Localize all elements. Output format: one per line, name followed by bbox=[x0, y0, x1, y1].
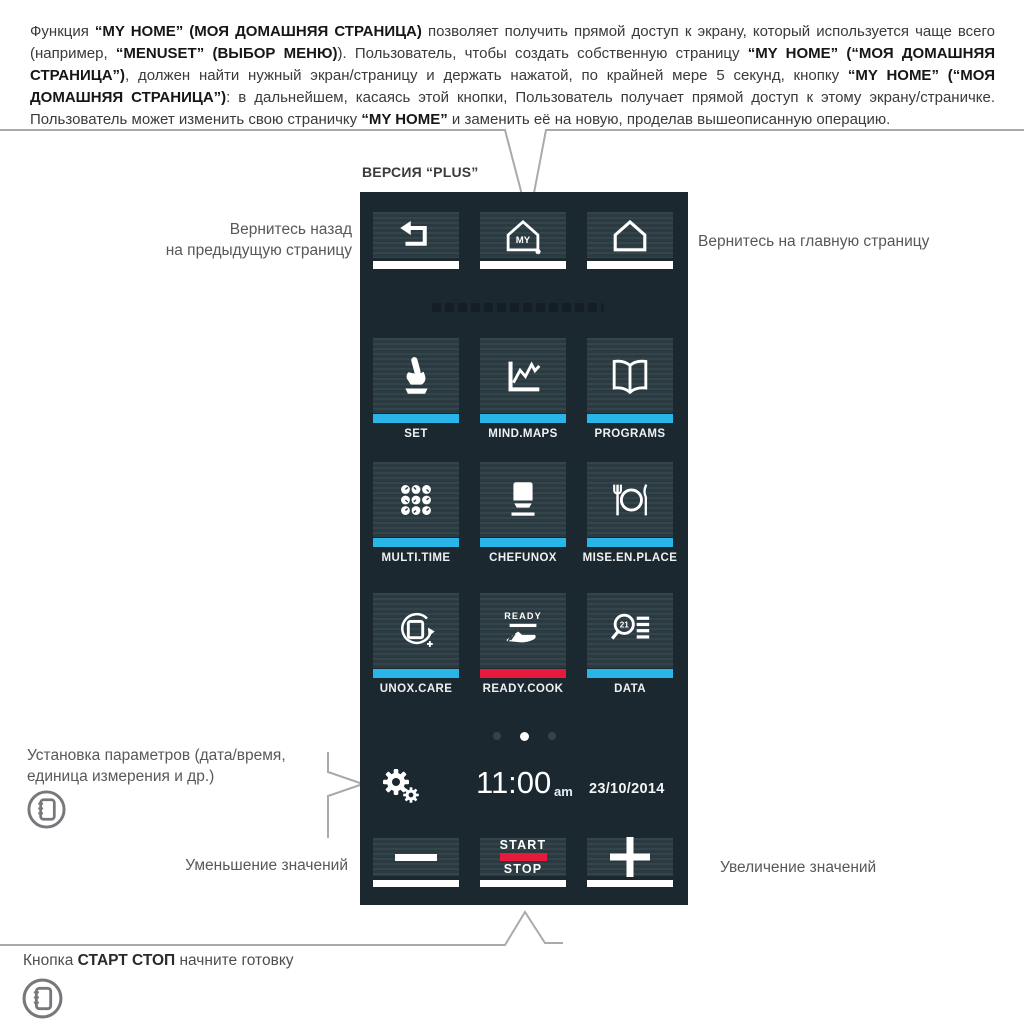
tile-multi-time[interactable] bbox=[373, 462, 459, 537]
minus-icon bbox=[395, 854, 437, 861]
tile-set-accent bbox=[373, 414, 459, 423]
pager-dot-3[interactable] bbox=[548, 732, 556, 740]
tile-mind-maps-accent bbox=[480, 414, 566, 423]
pager-dot-2-active[interactable] bbox=[520, 732, 529, 741]
data-icon bbox=[607, 608, 653, 654]
startstop-caption: Кнопка СТАРТ СТОП начните готовку bbox=[23, 952, 294, 969]
data-icon-text: 21 bbox=[619, 620, 629, 630]
tile-data[interactable] bbox=[587, 593, 673, 668]
start-label: START bbox=[499, 837, 547, 852]
tile-unox-care-label: UNOX.CARE bbox=[379, 683, 453, 695]
unox-care-icon bbox=[393, 608, 439, 654]
my-home-button[interactable] bbox=[480, 212, 566, 258]
tile-unox-care[interactable] bbox=[373, 593, 459, 668]
manual-booklet-icon bbox=[21, 977, 64, 1020]
home-button-underline bbox=[587, 261, 673, 269]
ready-cook-icon-text: READY bbox=[504, 610, 542, 621]
callout-settings-bracket bbox=[328, 752, 363, 838]
mise-en-place-icon bbox=[607, 477, 653, 523]
tile-programs-accent bbox=[587, 414, 673, 423]
faint-header-text bbox=[432, 303, 604, 312]
increase-button[interactable] bbox=[587, 838, 673, 876]
tile-chefunox-label: CHEFUNOX bbox=[489, 552, 557, 564]
manual-booklet-icon bbox=[26, 789, 67, 830]
callout-startstop-divider bbox=[0, 912, 563, 945]
my-home-button-underline bbox=[480, 261, 566, 269]
start-stop-content bbox=[500, 839, 547, 876]
back-button[interactable] bbox=[373, 212, 459, 258]
intro-paragraph: Функция “MY HOME” (МОЯ ДОМАШНЯЯ СТРАНИЦА) позволяет получить прямой доступ к экрану, который используется чаще всего (например, “MENUSET” (ВЫБОР МЕНЮ)). Пользователь, чтобы создать собственную страницу “MY HOME” (“МОЯ ДОМАШНЯЯ СТРАНИЦА”), должен найти нужный экран/страницу и держать нажатой, по крайней мере 5 секунд, кнопку “MY HOME” (“МОЯ ДОМАШНЯЯ СТРАНИЦА”): в дальнейшем, касаясь этой кнопки, Пользователь получает прямой доступ к этому экрану/страничке. Пользователь может изменить свою страничку “MY HOME” и заменить её на новую, проделав вышеописанную операцию. bbox=[30, 23, 996, 128]
plus-icon bbox=[610, 837, 650, 877]
tile-data-accent bbox=[587, 669, 673, 678]
increase-button-underline bbox=[587, 880, 673, 887]
back-button-underline bbox=[373, 261, 459, 269]
tile-multi-time-label: MULTI.TIME bbox=[381, 552, 451, 564]
tile-data-label: DATA bbox=[614, 683, 646, 695]
tile-ready-cook-accent bbox=[480, 669, 566, 678]
home-icon bbox=[608, 215, 652, 255]
tile-mise-en-place-label: MISE.EN.PLACE bbox=[582, 552, 678, 564]
tile-ready-cook[interactable] bbox=[480, 593, 566, 668]
annotation-increase: Увеличение значений bbox=[720, 859, 877, 876]
decrease-button-underline bbox=[373, 880, 459, 887]
tile-chefunox[interactable] bbox=[480, 462, 566, 537]
annotation-back-line2: на предыдущую страницу bbox=[165, 242, 352, 259]
home-button[interactable] bbox=[587, 212, 673, 258]
annotation-decrease: Уменьшение значений bbox=[185, 857, 348, 874]
tile-programs[interactable] bbox=[587, 338, 673, 413]
annotation-settings-line1: Установка параметров (дата/время, bbox=[27, 747, 286, 764]
oven-touch-panel bbox=[360, 192, 688, 905]
pager-dot-1[interactable] bbox=[493, 732, 501, 740]
annotation-settings-line2: единица измерения и др.) bbox=[27, 768, 215, 785]
tile-multi-time-accent bbox=[373, 538, 459, 547]
back-icon bbox=[395, 216, 437, 254]
annotation-back bbox=[166, 219, 352, 261]
tile-mise-en-place-accent bbox=[587, 538, 673, 547]
tile-mind-maps-label: MIND.MAPS bbox=[488, 428, 558, 440]
start-stop-red-bar bbox=[500, 853, 547, 861]
tile-mind-maps[interactable] bbox=[480, 338, 566, 413]
annotation-home: Вернитесь на главную страницу bbox=[698, 233, 930, 250]
ready-cook-icon bbox=[500, 608, 546, 654]
annotation-settings bbox=[27, 745, 286, 787]
tile-set-label: SET bbox=[404, 428, 428, 440]
clock-date[interactable]: 23/10/2014 bbox=[589, 781, 665, 797]
decrease-button[interactable] bbox=[373, 838, 459, 876]
tile-chefunox-accent bbox=[480, 538, 566, 547]
tile-programs-label: PROGRAMS bbox=[594, 428, 666, 440]
start-stop-button-underline bbox=[480, 880, 566, 887]
mind-maps-icon bbox=[500, 353, 546, 399]
stop-label: STOP bbox=[503, 862, 543, 876]
annotation-back-line1: Вернитесь назад bbox=[229, 221, 352, 238]
tile-mise-en-place[interactable] bbox=[587, 462, 673, 537]
chefunox-icon bbox=[500, 477, 546, 523]
tile-unox-care-accent bbox=[373, 669, 459, 678]
programs-icon bbox=[607, 353, 653, 399]
clock-meridiem: am bbox=[554, 784, 573, 799]
set-icon bbox=[393, 353, 439, 399]
my-home-icon bbox=[501, 214, 545, 256]
my-home-icon-text: MY bbox=[515, 234, 531, 246]
clock-time[interactable]: 11:00 bbox=[476, 765, 552, 800]
version-label: ВЕРСИЯ “PLUS” bbox=[362, 164, 479, 180]
tile-ready-cook-label: READY.COOK bbox=[482, 683, 564, 695]
tile-set[interactable] bbox=[373, 338, 459, 413]
multi-time-icon bbox=[393, 477, 439, 523]
start-stop-button[interactable] bbox=[480, 838, 566, 876]
settings-gear-icon[interactable] bbox=[377, 763, 421, 807]
